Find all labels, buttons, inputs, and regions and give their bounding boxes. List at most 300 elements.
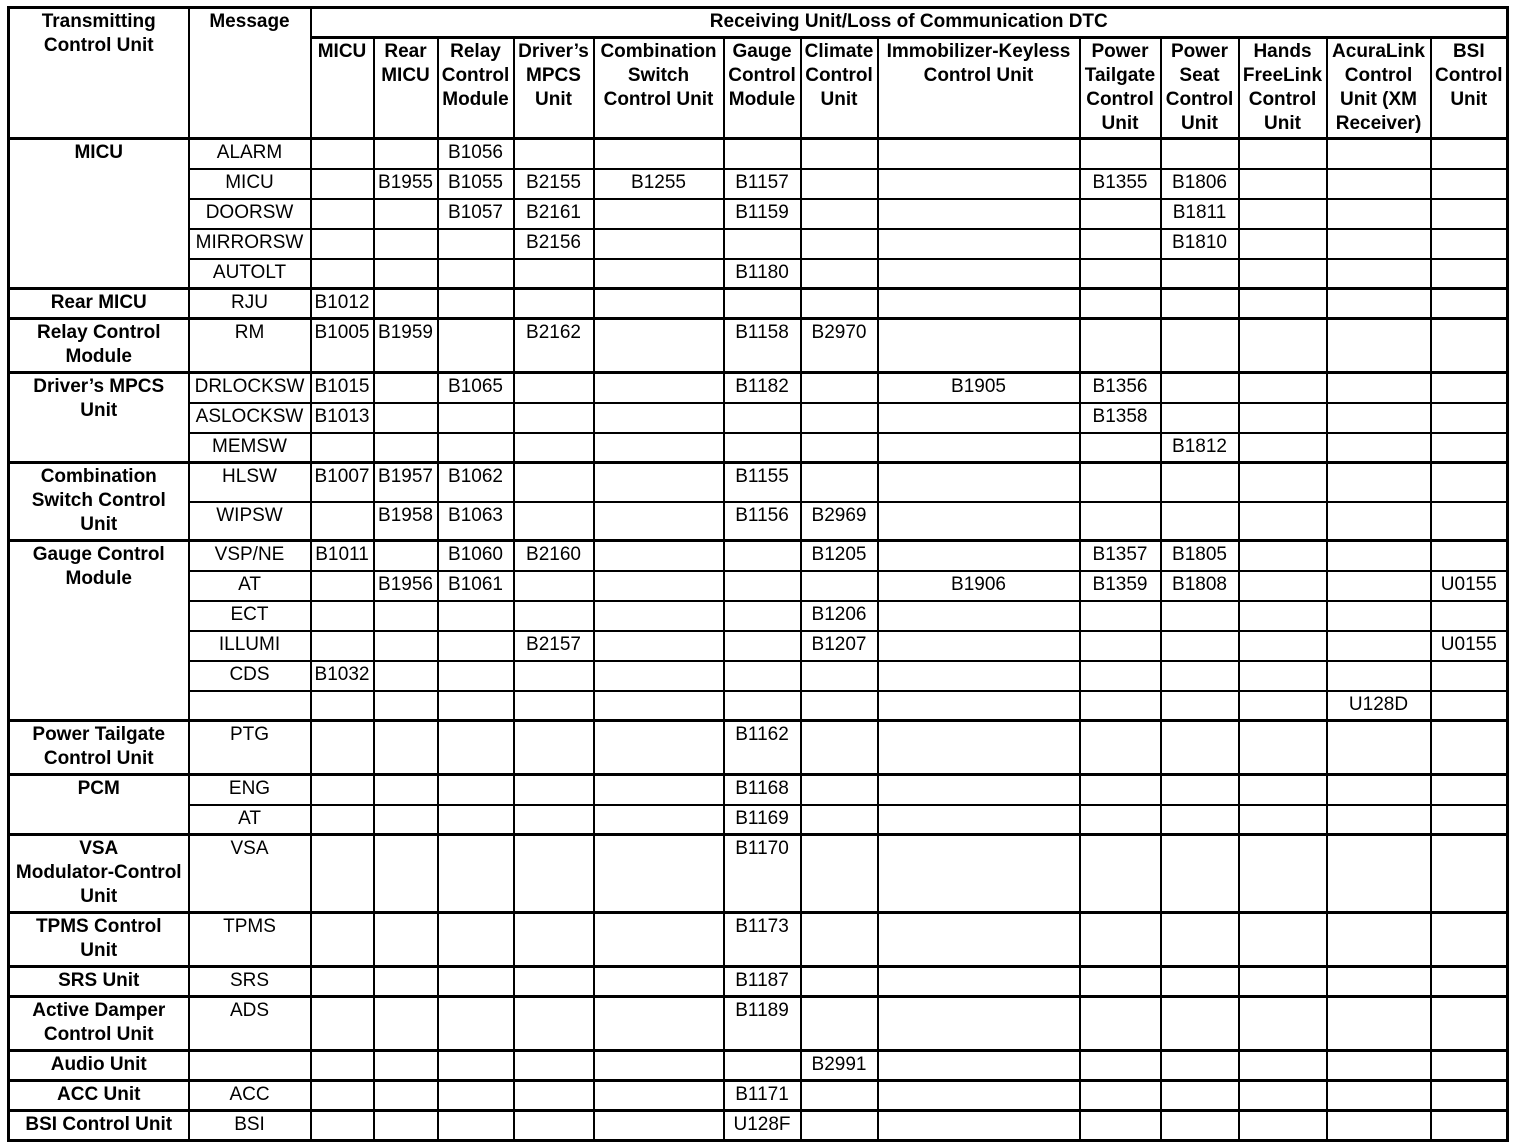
dtc-cell: B1808: [1161, 571, 1239, 601]
dtc-cell: B1159: [724, 199, 801, 229]
dtc-cell: [514, 571, 594, 601]
dtc-cell: [311, 571, 374, 601]
message-cell: ACC: [189, 1081, 311, 1111]
message-cell: ASLOCKSW: [189, 403, 311, 433]
dtc-cell: [1431, 691, 1508, 721]
dtc-cell: [878, 319, 1080, 373]
dtc-cell: [438, 259, 514, 289]
dtc-cell: B2991: [801, 1051, 878, 1081]
dtc-cell: [594, 139, 724, 169]
dtc-cell: [801, 169, 878, 199]
dtc-cell: [594, 199, 724, 229]
dtc-cell: B1015: [311, 373, 374, 403]
dtc-cell: U0155: [1431, 571, 1508, 601]
message-cell: [189, 1051, 311, 1081]
dtc-cell: [1431, 403, 1508, 433]
dtc-cell: [1239, 997, 1327, 1051]
transmitting-unit-header: Transmitting Control Unit: [9, 8, 189, 139]
transmitting-unit-cell: Rear MICU: [9, 289, 189, 319]
dtc-cell: [311, 1051, 374, 1081]
dtc-cell: [594, 541, 724, 571]
receiver-header: Combination Switch Control Unit: [594, 38, 724, 139]
dtc-cell: [311, 1081, 374, 1111]
dtc-cell: [1161, 319, 1239, 373]
dtc-cell: [801, 433, 878, 463]
dtc-cell: [594, 661, 724, 691]
dtc-cell: [1327, 601, 1431, 631]
dtc-cell: [438, 403, 514, 433]
dtc-cell: [1327, 775, 1431, 805]
dtc-cell: [311, 805, 374, 835]
dtc-cell: [514, 373, 594, 403]
message-cell: DOORSW: [189, 199, 311, 229]
table-row: [9, 1051, 1508, 1081]
dtc-cell: [514, 1051, 594, 1081]
dtc-cell: [514, 289, 594, 319]
dtc-cell: U128D: [1327, 691, 1431, 721]
dtc-cell: [878, 259, 1080, 289]
dtc-cell: [1327, 805, 1431, 835]
dtc-cell: [1327, 502, 1431, 541]
dtc-cell: B1063: [438, 502, 514, 541]
table-body: [9, 139, 1508, 1141]
dtc-cell: [1431, 775, 1508, 805]
dtc-cell: [1161, 631, 1239, 661]
dtc-cell: B1170: [724, 835, 801, 913]
dtc-cell: [1080, 229, 1161, 259]
dtc-cell: [1431, 997, 1508, 1051]
dtc-cell: [514, 805, 594, 835]
dtc-cell: [374, 661, 438, 691]
dtc-cell: [374, 1051, 438, 1081]
transmitting-unit-cell: TPMS Control Unit: [9, 913, 189, 967]
dtc-cell: [1327, 1111, 1431, 1141]
table-row: [9, 433, 1508, 463]
dtc-cell: [438, 289, 514, 319]
dtc-cell: [878, 1111, 1080, 1141]
dtc-cell: [438, 433, 514, 463]
transmitting-unit-cell: Power Tailgate Control Unit: [9, 721, 189, 775]
dtc-cell: B1356: [1080, 373, 1161, 403]
dtc-cell: [1161, 403, 1239, 433]
table-row: [9, 913, 1508, 967]
dtc-cell: [1080, 463, 1161, 502]
dtc-cell: [1431, 259, 1508, 289]
dtc-cell: [1327, 433, 1431, 463]
transmitting-unit-cell: Active Damper Control Unit: [9, 997, 189, 1051]
dtc-cell: [438, 661, 514, 691]
dtc-cell: B1012: [311, 289, 374, 319]
dtc-cell: [594, 433, 724, 463]
dtc-cell: B1207: [801, 631, 878, 661]
dtc-cell: B1157: [724, 169, 801, 199]
table-row: [9, 403, 1508, 433]
dtc-table: [7, 6, 1509, 1142]
dtc-cell: B1187: [724, 967, 801, 997]
receiving-unit-header: Receiving Unit/Loss of Communication DTC: [311, 8, 1508, 38]
dtc-cell: [311, 631, 374, 661]
dtc-cell: B1057: [438, 199, 514, 229]
table-row: [9, 139, 1508, 169]
dtc-cell: [1327, 913, 1431, 967]
dtc-cell: [1161, 373, 1239, 403]
receiver-header: Power Seat Control Unit: [1161, 38, 1239, 139]
dtc-cell: [1161, 967, 1239, 997]
dtc-cell: B1155: [724, 463, 801, 502]
dtc-cell: [1327, 373, 1431, 403]
dtc-cell: [374, 631, 438, 661]
dtc-cell: [1327, 289, 1431, 319]
dtc-cell: [374, 289, 438, 319]
dtc-cell: [594, 997, 724, 1051]
dtc-cell: [878, 661, 1080, 691]
transmitting-unit-cell: Combination Switch Control Unit: [9, 463, 189, 541]
dtc-cell: [801, 463, 878, 502]
dtc-cell: [1080, 913, 1161, 967]
dtc-cell: [878, 1051, 1080, 1081]
dtc-cell: B1958: [374, 502, 438, 541]
dtc-cell: [1161, 691, 1239, 721]
dtc-cell: B2969: [801, 502, 878, 541]
receiver-header: AcuraLink Control Unit (XM Receiver): [1327, 38, 1431, 139]
table-row: [9, 967, 1508, 997]
table-row: [9, 541, 1508, 571]
dtc-cell: [1239, 229, 1327, 259]
dtc-cell: [1161, 1111, 1239, 1141]
dtc-cell: B1156: [724, 502, 801, 541]
dtc-cell: [594, 229, 724, 259]
dtc-cell: [1239, 805, 1327, 835]
dtc-cell: [1080, 1111, 1161, 1141]
dtc-cell: B1173: [724, 913, 801, 967]
dtc-cell: [1431, 169, 1508, 199]
dtc-cell: B1205: [801, 541, 878, 571]
dtc-cell: [1239, 571, 1327, 601]
dtc-cell: [311, 1111, 374, 1141]
message-cell: AUTOLT: [189, 259, 311, 289]
dtc-cell: [1080, 502, 1161, 541]
dtc-cell: B2970: [801, 319, 878, 373]
dtc-cell: [1080, 775, 1161, 805]
dtc-cell: [1431, 1051, 1508, 1081]
dtc-cell: [594, 1051, 724, 1081]
dtc-cell: B1906: [878, 571, 1080, 601]
dtc-cell: [311, 601, 374, 631]
dtc-cell: B1957: [374, 463, 438, 502]
dtc-cell: [438, 913, 514, 967]
dtc-cell: [724, 289, 801, 319]
dtc-cell: B1171: [724, 1081, 801, 1111]
dtc-cell: B1810: [1161, 229, 1239, 259]
dtc-cell: [311, 229, 374, 259]
dtc-cell: [374, 433, 438, 463]
dtc-cell: [1327, 403, 1431, 433]
message-header: Message: [189, 8, 311, 139]
dtc-cell: [594, 502, 724, 541]
dtc-cell: B1806: [1161, 169, 1239, 199]
dtc-cell: [878, 502, 1080, 541]
dtc-cell: [878, 229, 1080, 259]
dtc-cell: [1080, 259, 1161, 289]
dtc-cell: [1161, 289, 1239, 319]
message-cell: AT: [189, 805, 311, 835]
dtc-cell: [374, 721, 438, 775]
table-row: [9, 775, 1508, 805]
dtc-cell: [1431, 967, 1508, 997]
dtc-cell: [878, 403, 1080, 433]
dtc-cell: [594, 721, 724, 775]
dtc-cell: [311, 502, 374, 541]
transmitting-unit-cell: VSA Modulator-Control Unit: [9, 835, 189, 913]
dtc-cell: [514, 463, 594, 502]
receiver-header: Power Tailgate Control Unit: [1080, 38, 1161, 139]
dtc-cell: [1080, 661, 1161, 691]
dtc-cell: [438, 601, 514, 631]
dtc-cell: [374, 199, 438, 229]
dtc-cell: [1239, 1111, 1327, 1141]
dtc-cell: [801, 403, 878, 433]
dtc-cell: B1255: [594, 169, 724, 199]
table-row: [9, 805, 1508, 835]
message-cell: ADS: [189, 997, 311, 1051]
table-row: [9, 835, 1508, 913]
dtc-cell: B1359: [1080, 571, 1161, 601]
dtc-cell: [1327, 229, 1431, 259]
dtc-cell: [438, 805, 514, 835]
dtc-cell: [724, 571, 801, 601]
dtc-cell: [1327, 835, 1431, 913]
dtc-cell: B1959: [374, 319, 438, 373]
dtc-cell: [1327, 721, 1431, 775]
dtc-cell: [374, 805, 438, 835]
dtc-cell: [374, 139, 438, 169]
transmitting-unit-cell: Driver’s MPCS Unit: [9, 373, 189, 463]
dtc-cell: [878, 913, 1080, 967]
dtc-cell: [1239, 139, 1327, 169]
dtc-cell: [1431, 289, 1508, 319]
dtc-cell: [374, 601, 438, 631]
dtc-cell: [878, 631, 1080, 661]
dtc-cell: [311, 997, 374, 1051]
dtc-cell: [1327, 1081, 1431, 1111]
dtc-cell: [1161, 463, 1239, 502]
dtc-cell: [311, 967, 374, 997]
dtc-cell: [438, 319, 514, 373]
dtc-cell: [374, 403, 438, 433]
table-row: [9, 571, 1508, 601]
dtc-cell: B1007: [311, 463, 374, 502]
dtc-cell: [801, 259, 878, 289]
table-header: [9, 8, 1508, 139]
dtc-cell: B1168: [724, 775, 801, 805]
dtc-cell: B1805: [1161, 541, 1239, 571]
dtc-cell: [374, 997, 438, 1051]
dtc-cell: [514, 835, 594, 913]
dtc-cell: [1239, 403, 1327, 433]
dtc-cell: [1239, 502, 1327, 541]
dtc-cell: [1080, 631, 1161, 661]
transmitting-unit-cell: BSI Control Unit: [9, 1111, 189, 1141]
dtc-cell: [1161, 721, 1239, 775]
dtc-cell: [1161, 502, 1239, 541]
dtc-cell: [1431, 721, 1508, 775]
receiver-header: Relay Control Module: [438, 38, 514, 139]
dtc-cell: B1357: [1080, 541, 1161, 571]
transmitting-unit-cell: ACC Unit: [9, 1081, 189, 1111]
dtc-cell: [514, 502, 594, 541]
dtc-cell: [594, 1081, 724, 1111]
dtc-cell: [438, 835, 514, 913]
dtc-cell: [374, 373, 438, 403]
dtc-cell: [1327, 967, 1431, 997]
receiver-header: Gauge Control Module: [724, 38, 801, 139]
dtc-cell: [1239, 289, 1327, 319]
dtc-cell: B1956: [374, 571, 438, 601]
dtc-cell: B1182: [724, 373, 801, 403]
dtc-cell: B1169: [724, 805, 801, 835]
table-row: [9, 259, 1508, 289]
dtc-cell: B1355: [1080, 169, 1161, 199]
table-row: [9, 199, 1508, 229]
dtc-cell: [1239, 691, 1327, 721]
table-row: [9, 502, 1508, 541]
table-row: [9, 319, 1508, 373]
dtc-cell: [311, 913, 374, 967]
dtc-cell: [1239, 319, 1327, 373]
table-row: [9, 661, 1508, 691]
dtc-cell: [724, 1051, 801, 1081]
dtc-cell: B2160: [514, 541, 594, 571]
table-row: [9, 997, 1508, 1051]
dtc-cell: [724, 661, 801, 691]
transmitting-unit-cell: PCM: [9, 775, 189, 835]
dtc-cell: [801, 373, 878, 403]
dtc-cell: [1327, 997, 1431, 1051]
dtc-cell: [311, 259, 374, 289]
dtc-cell: [878, 289, 1080, 319]
dtc-cell: [1080, 805, 1161, 835]
message-cell: SRS: [189, 967, 311, 997]
dtc-cell: [878, 601, 1080, 631]
dtc-cell: [1239, 913, 1327, 967]
dtc-cell: [514, 601, 594, 631]
dtc-cell: [1431, 433, 1508, 463]
table-row: [9, 1111, 1508, 1141]
dtc-cell: [1327, 571, 1431, 601]
dtc-cell: [311, 835, 374, 913]
message-cell: ILLUMI: [189, 631, 311, 661]
dtc-cell: [1239, 601, 1327, 631]
dtc-cell: [594, 319, 724, 373]
dtc-cell: [311, 169, 374, 199]
dtc-cell: [1239, 661, 1327, 691]
message-cell: [189, 691, 311, 721]
message-cell: RM: [189, 319, 311, 373]
dtc-cell: [724, 691, 801, 721]
dtc-cell: [594, 289, 724, 319]
dtc-cell: [514, 433, 594, 463]
dtc-cell: [311, 199, 374, 229]
dtc-cell: [878, 463, 1080, 502]
dtc-cell: B1162: [724, 721, 801, 775]
dtc-cell: [311, 139, 374, 169]
table-row: [9, 169, 1508, 199]
dtc-cell: [878, 1081, 1080, 1111]
dtc-cell: [801, 199, 878, 229]
dtc-cell: B1061: [438, 571, 514, 601]
dtc-cell: [514, 967, 594, 997]
dtc-cell: [594, 805, 724, 835]
dtc-cell: [801, 997, 878, 1051]
dtc-cell: [1431, 601, 1508, 631]
receiver-header: MICU: [311, 38, 374, 139]
dtc-cell: [514, 1081, 594, 1111]
dtc-cell: B2157: [514, 631, 594, 661]
receiver-header: Driver’s MPCS Unit: [514, 38, 594, 139]
dtc-cell: B1056: [438, 139, 514, 169]
transmitting-unit-cell: Gauge Control Module: [9, 541, 189, 721]
dtc-cell: [1239, 775, 1327, 805]
receiver-header: Immobilizer-Keyless Control Unit: [878, 38, 1080, 139]
dtc-cell: [1431, 502, 1508, 541]
dtc-cell: U128F: [724, 1111, 801, 1141]
dtc-cell: [374, 229, 438, 259]
dtc-cell: [1080, 1051, 1161, 1081]
dtc-cell: [374, 541, 438, 571]
table-row: [9, 289, 1508, 319]
dtc-cell: [1080, 835, 1161, 913]
message-cell: RJU: [189, 289, 311, 319]
table-row: [9, 1081, 1508, 1111]
dtc-cell: [514, 691, 594, 721]
dtc-cell: [1431, 139, 1508, 169]
dtc-cell: [438, 721, 514, 775]
message-cell: DRLOCKSW: [189, 373, 311, 403]
dtc-cell: [1239, 463, 1327, 502]
message-cell: VSP/NE: [189, 541, 311, 571]
dtc-cell: [724, 541, 801, 571]
receiver-header: Climate Control Unit: [801, 38, 878, 139]
dtc-cell: [1327, 319, 1431, 373]
dtc-cell: [1239, 259, 1327, 289]
message-cell: MICU: [189, 169, 311, 199]
dtc-cell: [724, 229, 801, 259]
dtc-cell: [374, 967, 438, 997]
dtc-cell: [1327, 631, 1431, 661]
transmitting-unit-cell: Relay Control Module: [9, 319, 189, 373]
dtc-cell: [374, 259, 438, 289]
dtc-cell: [1080, 691, 1161, 721]
dtc-cell: [438, 997, 514, 1051]
dtc-cell: [1080, 289, 1161, 319]
dtc-cell: [1080, 601, 1161, 631]
dtc-cell: [594, 463, 724, 502]
message-cell: ALARM: [189, 139, 311, 169]
dtc-cell: [514, 1111, 594, 1141]
dtc-cell: [1161, 259, 1239, 289]
dtc-cell: [594, 775, 724, 805]
dtc-cell: [878, 691, 1080, 721]
dtc-cell: [801, 805, 878, 835]
dtc-cell: [801, 229, 878, 259]
dtc-cell: [374, 1081, 438, 1111]
table-row: [9, 721, 1508, 775]
dtc-cell: [801, 835, 878, 913]
dtc-cell: [374, 1111, 438, 1141]
dtc-cell: [1080, 1081, 1161, 1111]
message-cell: MIRRORSW: [189, 229, 311, 259]
dtc-cell: [878, 169, 1080, 199]
